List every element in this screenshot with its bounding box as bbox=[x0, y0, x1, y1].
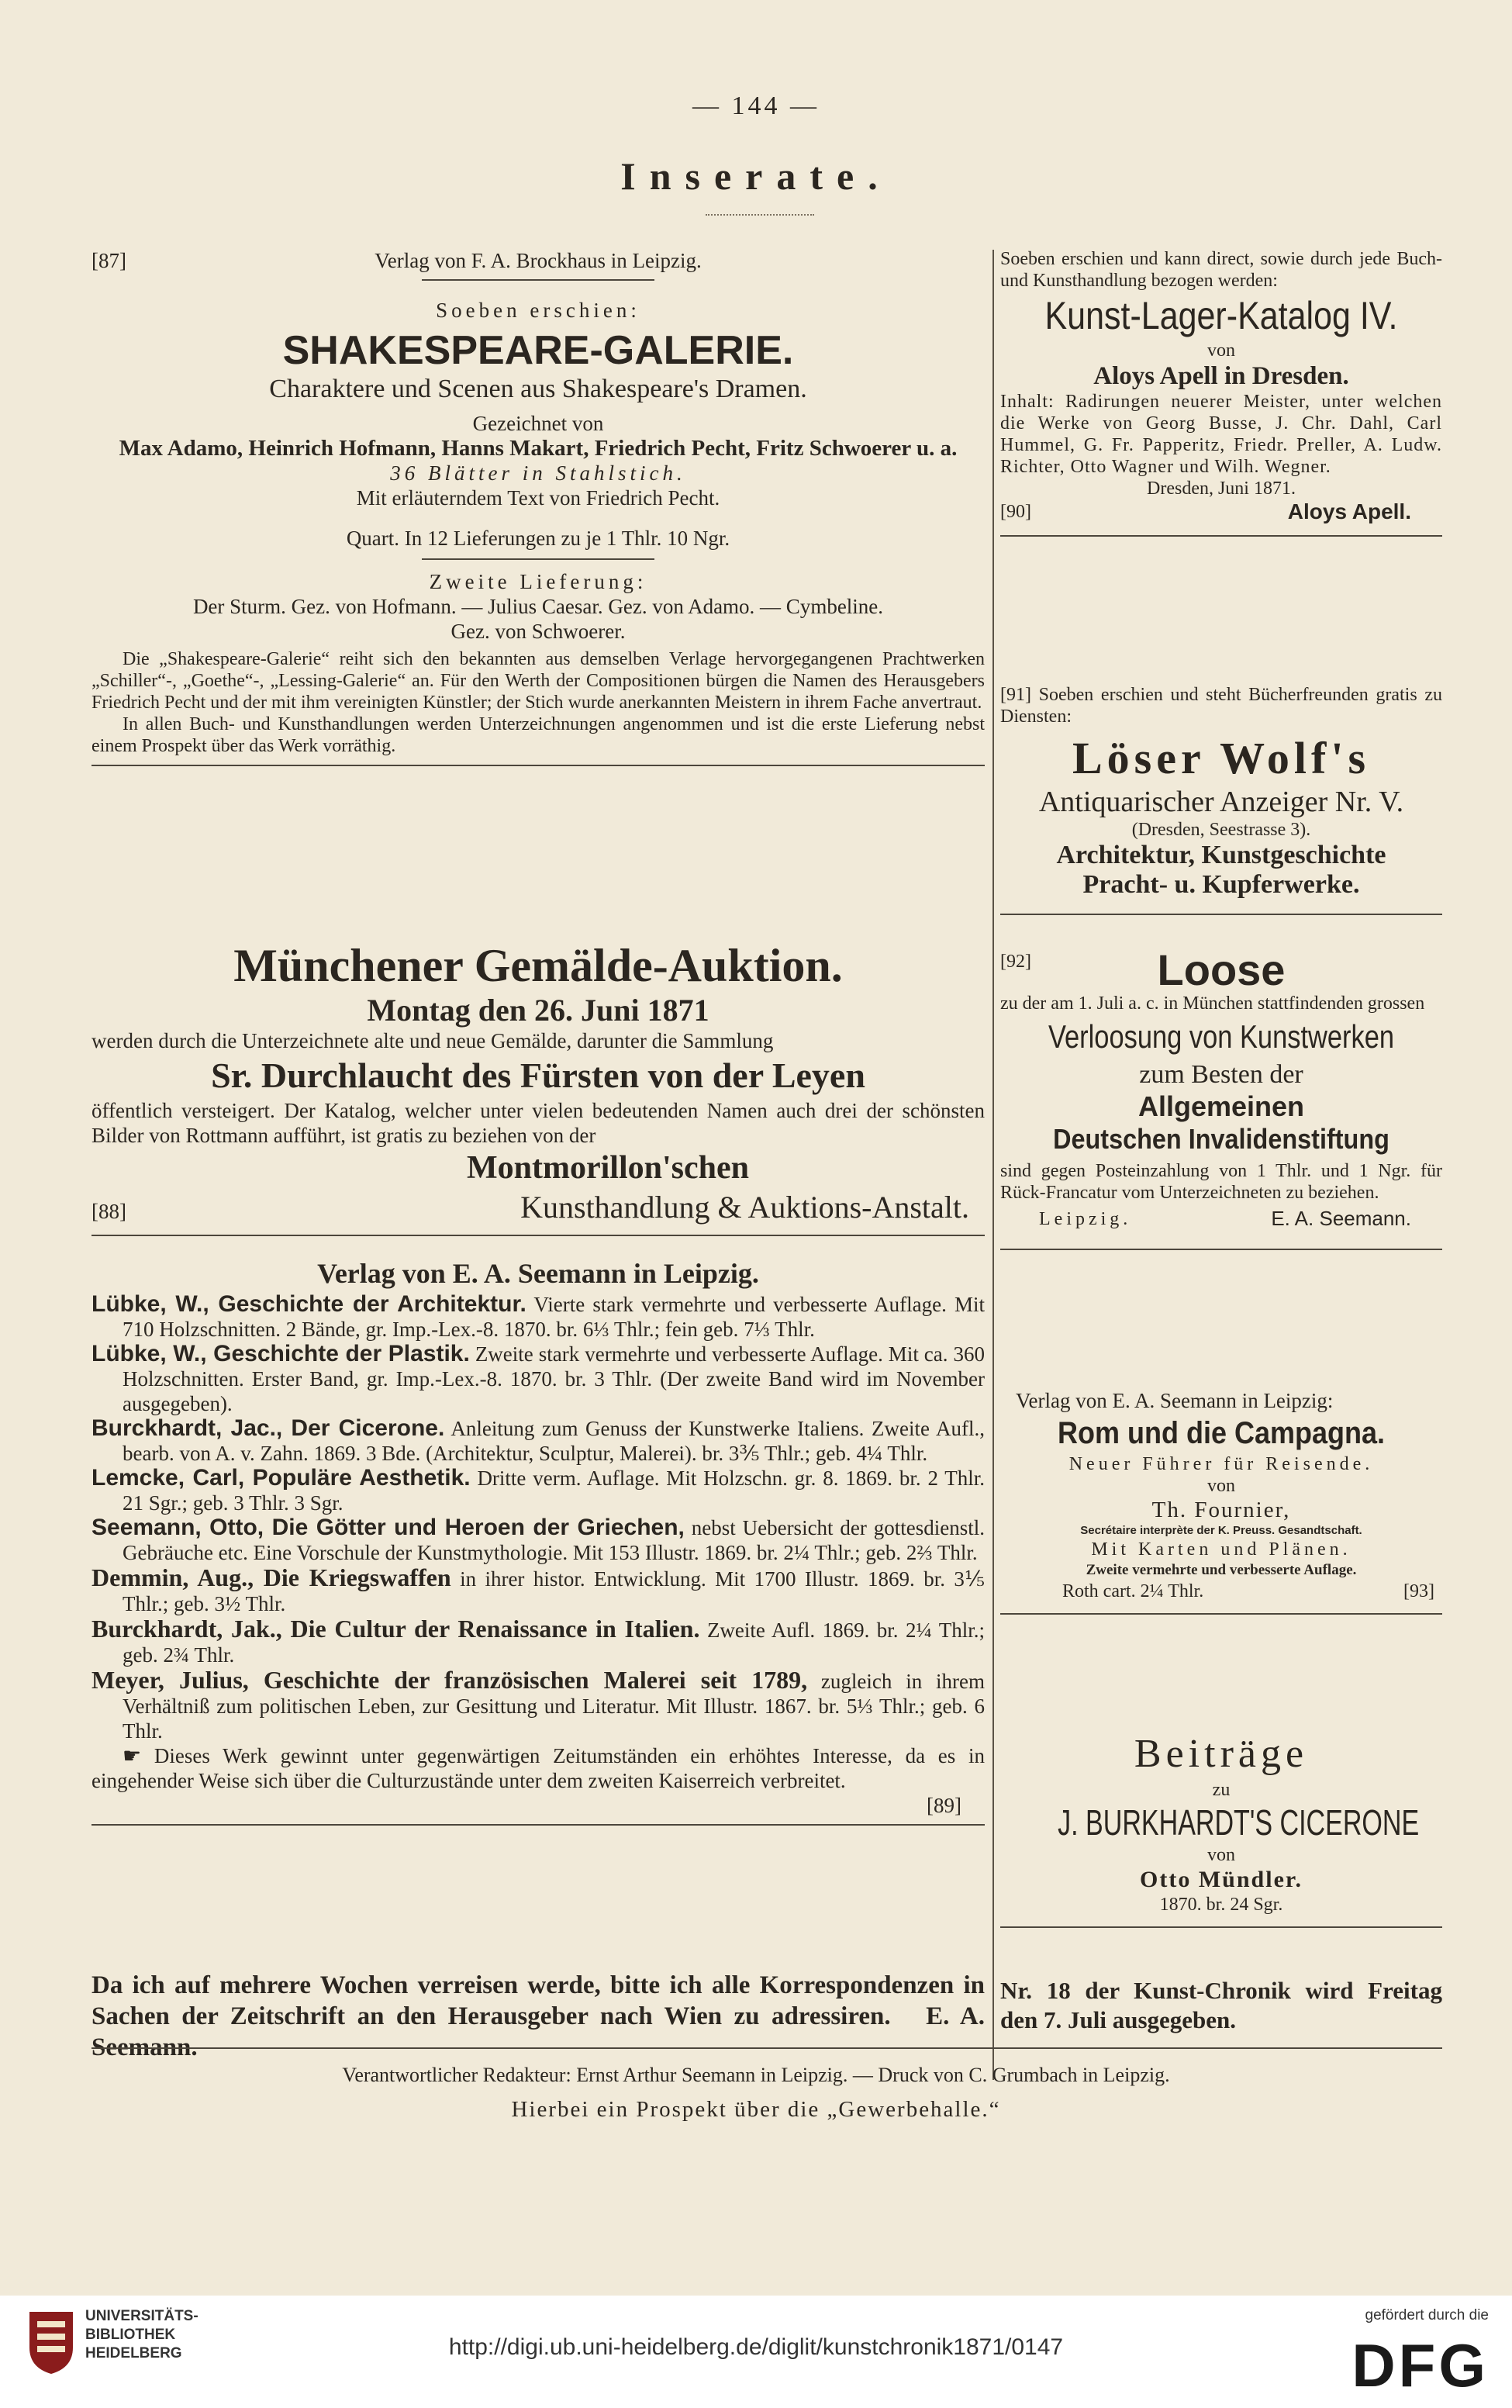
edition: Zweite vermehrte und verbesserte Auflage. bbox=[1086, 1562, 1357, 1578]
subtitle: Neuer Führer für Reisende. bbox=[1068, 1454, 1374, 1474]
lottery: Verloosung von Kunstwerken bbox=[1048, 1018, 1395, 1055]
text: werden durch die Unterzeichnete alte und neue Gemälde, darunter die Sammlung bbox=[91, 1029, 774, 1052]
author: Th. Fournier, bbox=[1151, 1498, 1291, 1522]
ad-number: [87] bbox=[91, 249, 126, 272]
collection: Sr. Durchlaucht des Fürsten von der Leyen bbox=[211, 1055, 865, 1095]
book-title: Demmin, Aug., Die Kriegswaffen bbox=[91, 1563, 451, 1591]
sponsor-label: gefördert durch die bbox=[1365, 2307, 1489, 2323]
author-role: Secrétaire interprète der K. Preuss. Gesandtschaft. bbox=[1080, 1524, 1362, 1537]
title: Rom und die Campagna. bbox=[1057, 1416, 1386, 1450]
divider bbox=[91, 2047, 1442, 2049]
zu: zu bbox=[1212, 1780, 1231, 1800]
subtitle: Charaktere und Scenen aus Shakespeare's Dramen. bbox=[269, 375, 807, 403]
purpose: zum Besten der bbox=[1139, 1060, 1303, 1089]
title: Kunst-Lager-Katalog IV. bbox=[1044, 294, 1398, 337]
dealer: Aloys Apell in Dresden. bbox=[1093, 362, 1349, 390]
book-entry bbox=[91, 1515, 985, 1565]
book-title: Meyer, Julius, Geschichte der französischen Malerei seit 1789, bbox=[91, 1666, 808, 1694]
contents: Der Sturm. Gez. von Hofmann. — Julius Caesar. Gez. von Adamo. — Cymbeline. Gez. von Schwoerer. bbox=[192, 595, 884, 643]
book-title: Burckhardt, Jac., Der Cicerone. bbox=[91, 1415, 445, 1441]
divider bbox=[1000, 1249, 1442, 1250]
subtitle: Antiquarischer Anzeiger Nr. V. bbox=[1038, 786, 1404, 818]
price: Roth cart. 2¼ Thlr. bbox=[1062, 1581, 1204, 1601]
intro: [91] Soeben erschien und steht Bücherfreunden gratis zu Diensten: bbox=[1000, 685, 1442, 727]
ad-number: [90] bbox=[1000, 502, 1031, 522]
library-name-line: BIBLIOTHEK bbox=[85, 2327, 176, 2343]
ad-number: [88] bbox=[91, 1200, 126, 1223]
announcement: Soeben erschien: bbox=[436, 299, 640, 322]
plates: 36 Blätter in Stahlstich. bbox=[390, 461, 686, 485]
firm2: Kunsthandlung & Auktions-Anstalt. bbox=[520, 1190, 969, 1225]
title: Loose bbox=[1157, 945, 1286, 994]
divider bbox=[422, 279, 654, 281]
divider bbox=[422, 558, 654, 560]
library-name-line: HEIDELBERG bbox=[85, 2345, 182, 2361]
book-entry bbox=[91, 1416, 985, 1466]
von: von bbox=[1207, 1845, 1235, 1865]
book-title: Burckhardt, Jak., Die Cultur der Renaissance in Italien. bbox=[91, 1615, 700, 1643]
ad-number: [93] bbox=[1403, 1581, 1434, 1601]
text-by: Mit erläuterndem Text von Friedrich Pecht. bbox=[356, 486, 720, 510]
topic: Pracht- u. Kupferwerke. bbox=[1082, 870, 1360, 899]
publisher: E. A. Seemann. bbox=[1271, 1207, 1411, 1230]
ad-87 bbox=[91, 248, 985, 766]
ad-beitraege bbox=[1000, 1729, 1442, 1928]
divider bbox=[1000, 535, 1442, 537]
title: SHAKESPEARE-GALERIE. bbox=[282, 328, 794, 373]
drawn-by-label: Gezeichnet von bbox=[472, 412, 604, 435]
imprint-line: Verantwortlicher Redakteur: Ernst Arthur Seemann in Leipzig. — Druck von C. Grumbach in Leipzig. bbox=[342, 2064, 1170, 2086]
ad-88 bbox=[91, 938, 985, 1236]
title: Beiträge bbox=[1134, 1732, 1309, 1776]
divider bbox=[91, 1824, 985, 1826]
book-title: Lemcke, Carl, Populäre Aesthetik. bbox=[91, 1465, 471, 1491]
paragraph: In allen Buch- und Kunsthandlungen werden Unterzeichnungen angenommen und ist die erste Lieferung nebst einem Prospekt über das Werk vorräthig. bbox=[91, 714, 985, 756]
book-details: zugleich in ihrem Verhältniß zum politischen Leben, zur Gesittung und Literatur. Mit Illustr. 1867. br. 5⅓ Thlr.; geb. 6 Thlr. bbox=[123, 1670, 986, 1743]
von: von bbox=[1207, 340, 1235, 361]
terms: sind gegen Posteinzahlung von 1 Thlr. und 1 Ngr. für Rück-Francatur vom Unterzeichneten zu beziehen. bbox=[1000, 1161, 1442, 1203]
ad-90 bbox=[1000, 248, 1442, 537]
topic: Architektur, Kunstgeschichte bbox=[1056, 841, 1386, 869]
book-entry bbox=[91, 1667, 985, 1743]
note: ☛ Dieses Werk gewinnt unter gegenwärtigen Zeitumständen ein erhöhtes Interesse, da es in eingehender Weise sich über die Culturzustände unter dem zweiten Kaiserreich verbreitet. bbox=[91, 1744, 985, 1792]
date: Montag den 26. Juni 1871 bbox=[367, 993, 709, 1028]
ad-89 bbox=[91, 1256, 985, 1826]
divider bbox=[1000, 914, 1442, 915]
author: Otto Mündler. bbox=[1140, 1867, 1303, 1892]
second-delivery: Zweite Lieferung: bbox=[429, 570, 647, 593]
price: 1870. br. 24 Sgr. bbox=[1159, 1895, 1283, 1915]
ad-93 bbox=[1000, 1388, 1442, 1615]
ad-number: [92] bbox=[1000, 952, 1031, 972]
artists: Max Adamo, Heinrich Hofmann, Hanns Makart, Friedrich Pecht, Fritz Schwoerer u. a. bbox=[119, 436, 958, 461]
book-title: Seemann, Otto, Die Götter und Heroen der Griechen, bbox=[91, 1515, 685, 1540]
firm: Montmorillon'schen bbox=[467, 1150, 749, 1186]
header: Verlag von E. A. Seemann in Leipzig. bbox=[317, 1258, 759, 1289]
divider bbox=[91, 1235, 985, 1236]
imprint-line: Hierbei ein Prospekt über die „Gewerbehalle.“ bbox=[511, 2097, 1001, 2122]
header: Verlag von E. A. Seemann in Leipzig: bbox=[1016, 1389, 1334, 1412]
publisher: Verlag von F. A. Brockhaus in Leipzig. bbox=[375, 249, 702, 272]
notice-left bbox=[91, 1970, 985, 2063]
address: (Dresden, Seestrasse 3). bbox=[1131, 820, 1311, 840]
ad-92 bbox=[1000, 945, 1442, 1250]
book-details: Dritte verm. Auflage. Mit Holzschn. gr. 8. 1869. br. 2 Thlr. 21 Sgr.; geb. 3 Thlr. 3 Sgr. bbox=[123, 1467, 986, 1515]
book-entry bbox=[91, 1292, 985, 1342]
notice-right bbox=[1000, 1976, 1442, 2035]
divider bbox=[1000, 1926, 1442, 1928]
organization: Allgemeinen bbox=[1137, 1090, 1305, 1122]
book-details: in ihrer histor. Entwicklung. Mit 1700 Illustr. 1869. br. 3⅕ Thlr.; geb. 3½ Thlr. bbox=[123, 1567, 986, 1615]
book-details: Zweite stark vermehrte und verbesserte Auflage. Mit ca. 360 Holzschnitten. Erster Band, gr. Imp.-Lex.-8. 1870. br. 3 Thlr. (Der zweite Band wird im November ausgegeben). bbox=[123, 1342, 986, 1415]
book-title: Lübke, W., Geschichte der Architektur. bbox=[91, 1291, 526, 1317]
book-entry bbox=[91, 1342, 985, 1416]
ornament-divider bbox=[706, 214, 814, 216]
notice-text: Da ich auf mehrere Wochen verreisen werde, bitte ich alle Korrespondenzen in Sachen der Zeitschrift an den Herausgeber nach Wien zu adressiren. bbox=[91, 1971, 985, 2030]
book-details: nebst Uebersicht der gottesdienstl. Gebräuche etc. Eine Vorschule der Kunstmythologie. Mit 153 Illustr. 1869. br. 2¼ Thlr.; geb. 2⅔ Thlr. bbox=[123, 1516, 985, 1564]
notice-text: Nr. 18 der Kunst-Chronik wird Freitag den 7. Juli ausgegeben. bbox=[1000, 1977, 1442, 2033]
von: von bbox=[1207, 1476, 1235, 1496]
divider bbox=[91, 765, 985, 766]
book-entry bbox=[91, 1565, 985, 1616]
work: J. BURKHARDT'S CICERONE bbox=[1058, 1802, 1420, 1843]
paragraph: Die „Shakespeare-Galerie“ reiht sich den bekannten aus demselben Verlage hervorgegangenen Prachtwerken „Schiller“-, „Goethe“-, „Lessing-Galerie“ an. Für den Werth der Compositionen bürgen die Namen des Herausgebers Friedrich Pecht und der mit ihm vereinigten Künstler; der Stich wurde anerkannten Meistern in ihrem Fache anvertraut. bbox=[91, 649, 985, 713]
ad-91 bbox=[1000, 684, 1442, 915]
page-number: — 144 — bbox=[692, 92, 820, 120]
book-details: Vierte stark vermehrte und verbesserte Auflage. Mit 710 Holzschnitten. 2 Bände, gr. Imp.-Lex.-8. 1870. br. 6⅓ Thlr.; fein geb. 7⅓ Thlr. bbox=[123, 1293, 985, 1341]
book-entry bbox=[91, 1466, 985, 1515]
book-title: Lübke, W., Geschichte der Plastik. bbox=[91, 1341, 470, 1366]
library-name-line: UNIVERSITÄTS- bbox=[85, 2308, 198, 2324]
intro: zu der am 1. Juli a. c. in München stattfindenden grossen bbox=[1000, 993, 1425, 1014]
content: Inhalt: Radirungen neuerer Meister, unter welchen die Werke von Georg Busse, J. Chr. Dahl, Carl Hummel, G. Fr. Papperitz, Friedr. Preller, A. Ludw. Richter, Otto Wagner und Wilh. Wegner. bbox=[1000, 392, 1442, 477]
format: Quart. In 12 Lieferungen zu je 1 Thlr. 10 Ngr. bbox=[346, 527, 730, 550]
notice-signature: E. A. Seemann. bbox=[91, 2002, 986, 2061]
column-divider bbox=[992, 250, 994, 2080]
organization: Deutschen Invalidenstiftung bbox=[1053, 1123, 1389, 1155]
imprint bbox=[0, 2060, 1512, 2128]
date: Dresden, Juni 1871. bbox=[1147, 478, 1296, 499]
place: Leipzig. bbox=[1039, 1209, 1132, 1229]
source-url[interactable]: http://digi.ub.uni-heidelberg.de/diglit/kunstchronik1871/0147 bbox=[448, 2334, 1064, 2360]
title: Löser Wolf's bbox=[1072, 733, 1371, 783]
text: öffentlich versteigert. Der Katalog, welcher unter vielen bedeutenden Namen auch drei der schönsten Bilder von Rottmann aufführt, ist gratis zu beziehen von der bbox=[91, 1099, 985, 1147]
divider bbox=[1000, 1613, 1442, 1615]
book-entry bbox=[91, 1616, 985, 1667]
section-title: Inserate. bbox=[620, 154, 892, 198]
with-maps: Mit Karten und Plänen. bbox=[1091, 1539, 1351, 1560]
title: Münchener Gemälde-Auktion. bbox=[233, 940, 843, 991]
intro: Soeben erschien und kann direct, sowie durch jede Buch- und Kunsthandlung bezogen werden: bbox=[1000, 249, 1442, 291]
book-details: Zweite Aufl. 1869. br. 2¼ Thlr.; geb. 2¾ Thlr. bbox=[123, 1619, 986, 1667]
ad-number: [89] bbox=[927, 1794, 961, 1817]
book-details: Anleitung zum Genuss der Kunstwerke Italiens. Zweite Aufl., bearb. von A. v. Zahn. 1869. 3 Bde. (Architektur, Sculptur, Malerei). br. 3⅗ Thlr.; geb. 4¼ Thlr. bbox=[123, 1417, 986, 1465]
signature: Aloys Apell. bbox=[1287, 499, 1411, 523]
sponsor-logo: DFG bbox=[1351, 2331, 1489, 2399]
